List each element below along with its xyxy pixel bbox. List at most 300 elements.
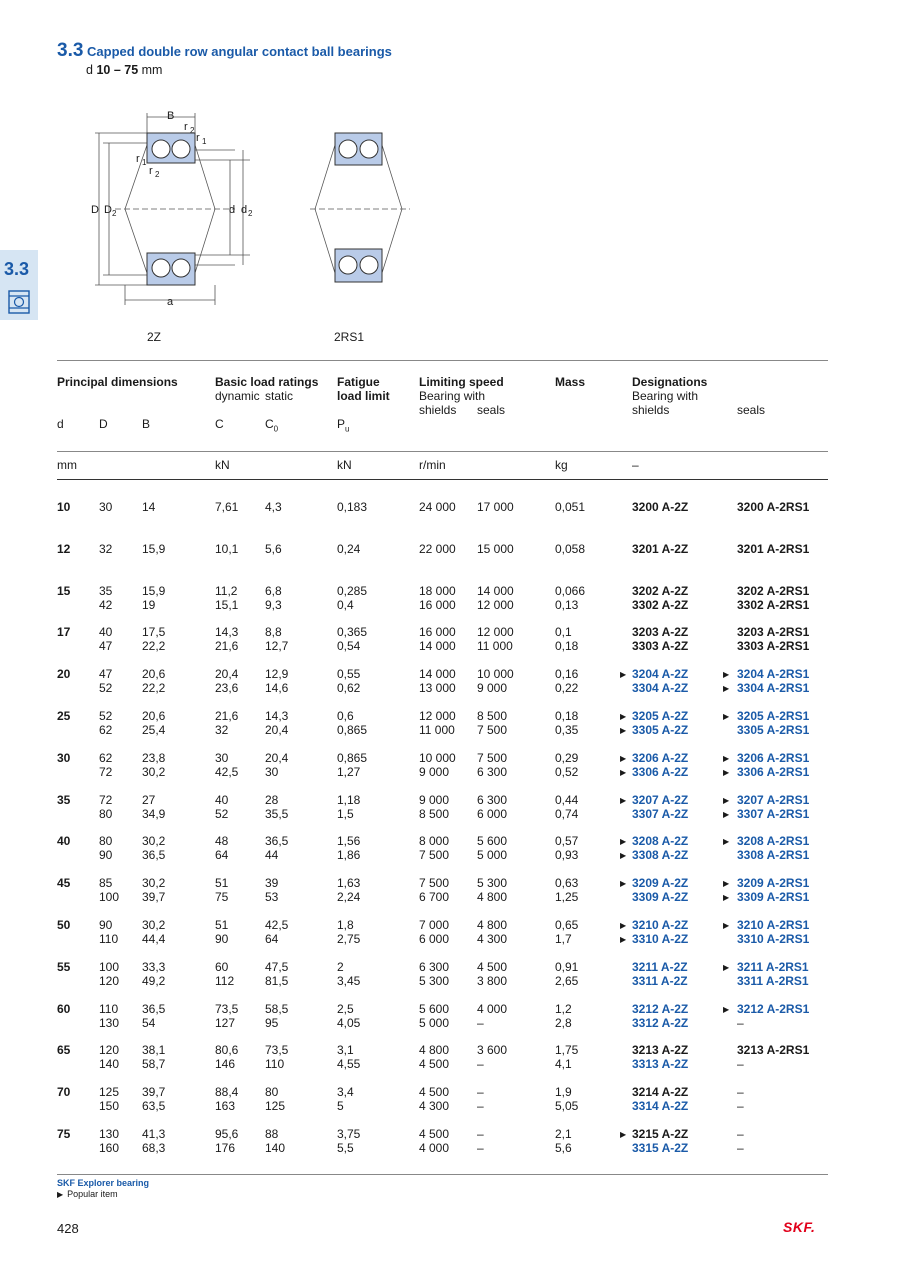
designation-shields[interactable]: 3212 A-2Z [632,1001,689,1016]
dim-label-B: B [167,110,175,122]
bore-diameter: 12 [57,541,71,556]
sym-D: D [99,417,108,431]
designation-shields[interactable]: 3209 A-2Z [632,876,689,891]
designation-shields[interactable]: 3305 A-2Z [632,723,689,737]
designation-shields[interactable]: 3309 A-2Z [632,890,689,905]
cell-d: 47 [99,639,113,654]
designation-seals[interactable]: 3205 A-2RS1 [737,709,810,723]
caption-2z: 2Z [147,330,162,344]
cell-mass: 5,6 [555,1141,572,1155]
cell-b: 41,3 [142,1127,166,1141]
cell-c0: 73,5 [265,1043,289,1058]
cell-c0: 6,8 [265,583,282,598]
designation-seals: – [737,1057,744,1072]
bore-diameter: 20 [57,667,71,682]
dim-label-D2: D [104,204,112,216]
subtitle-range: 10 – 75 [96,63,139,77]
designation-seals[interactable]: 3209 A-2RS1 [737,876,810,891]
cell-mass: 5,05 [555,1099,579,1114]
cell-pu: 1,86 [337,848,361,863]
unit-kn-load: kN [215,458,230,472]
cell-pu: 4,55 [337,1057,361,1072]
designation-shields: 3303 A-2Z [632,639,689,654]
bearing-section-icon [8,290,30,314]
cell-n-shields: 7 500 [419,876,450,891]
cell-c: 64 [215,848,229,863]
popular-triangle-icon: ▶ [723,795,730,805]
cell-mass: 1,75 [555,1043,579,1058]
dim-label-r1-inner-sub: 1 [142,158,147,167]
designation-shields: 3200 A-2Z [632,500,689,514]
cell-c: 15,1 [215,597,239,612]
designation-shields[interactable]: 3310 A-2Z [632,932,689,946]
cell-pu: 1,56 [337,834,361,849]
cell-c0: 125 [265,1099,286,1114]
cell-c0: 95 [265,1015,279,1030]
popular-triangle-icon: ▶ [620,767,627,777]
cell-mass: 0,1 [555,625,572,640]
cell-pu: 3,45 [337,973,361,988]
cell-b: 14 [142,500,156,514]
designation-seals[interactable]: 3311 A-2RS1 [737,973,809,988]
designation-shields[interactable]: 3308 A-2Z [632,848,689,863]
section-title-text: Capped double row angular contact ball bearings [87,44,392,59]
hdr-mass: Mass [555,375,586,389]
skf-logo: SKF. [783,1219,816,1235]
designation-shields: 3201 A-2Z [632,541,689,556]
dim-label-a: a [167,296,174,308]
cell-c0: 35,5 [265,806,289,821]
cell-pu: 0,6 [337,709,354,723]
cell-n-shields: 16 000 [419,625,456,640]
popular-triangle-icon: ▶ [620,935,627,944]
cell-d: 80 [99,834,113,849]
cell-c0: 8,8 [265,625,282,640]
dim-label-r2-inner: r [149,165,153,177]
cell-n-seals: – [477,1099,484,1114]
designation-seals[interactable]: 3304 A-2RS1 [737,681,810,696]
designation-shields[interactable]: 3314 A-2Z [632,1099,689,1114]
cell-b: 44,4 [142,932,166,946]
cell-d: 160 [99,1141,120,1155]
rule-units-top [57,451,828,452]
designation-seals: – [737,1141,744,1155]
designation-shields[interactable]: 3311 A-2Z [632,973,688,988]
cell-pu: 1,27 [337,764,361,779]
cell-n-shields: 9 000 [419,792,450,807]
designation-seals: 3303 A-2RS1 [737,639,810,654]
hdr-designations: Designations [632,375,708,389]
dim-label-r2-inner-sub: 2 [155,170,160,179]
cell-n-shields: 6 000 [419,932,450,946]
cell-b: 15,9 [142,583,166,598]
cell-b: 25,4 [142,723,166,737]
cell-pu: 3,75 [337,1127,361,1141]
cell-d: 35 [99,583,113,598]
unit-kn-fatigue: kN [337,458,352,472]
hdr-dynamic: dynamic [215,389,260,403]
popular-triangle-icon: ▶ [620,795,627,805]
cell-pu: 1,8 [337,918,354,932]
designation-seals: 3203 A-2RS1 [737,625,810,640]
cell-b: 30,2 [142,918,166,932]
cell-n-seals: – [477,1057,484,1072]
popular-triangle-icon: ▶ [620,921,627,930]
cell-b: 19 [142,597,156,612]
cell-d: 100 [99,959,120,974]
cell-c0: 39 [265,876,279,891]
cell-b: 20,6 [142,709,166,723]
cell-mass: 0,57 [555,834,579,849]
cell-n-shields: 8 500 [419,806,450,821]
designation-seals[interactable]: 3309 A-2RS1 [737,890,810,905]
cell-c: 88,4 [215,1085,239,1100]
cell-n-seals: 3 800 [477,973,508,988]
cell-mass: 0,29 [555,750,579,765]
cell-c0: 110 [265,1057,285,1072]
cell-n-seals: 5 300 [477,876,508,891]
caption-2rs1: 2RS1 [334,330,365,344]
cell-b: 17,5 [142,625,166,640]
cell-n-seals: 6 300 [477,792,508,807]
cell-c: 21,6 [215,709,239,723]
cell-b: 54 [142,1015,156,1030]
cell-n-shields: 24 000 [419,500,456,514]
designation-shields[interactable]: 3204 A-2Z [632,667,689,682]
cell-b: 33,3 [142,959,166,974]
cell-n-seals: 15 000 [477,541,514,556]
cell-pu: 4,05 [337,1015,361,1030]
cell-c0: 64 [265,932,279,946]
cell-n-seals: 17 000 [477,500,514,514]
designation-shields[interactable]: 3208 A-2Z [632,834,689,849]
hdr-limiting-speed: Limiting speed [419,375,504,389]
cell-d: 100 [99,890,120,905]
cell-c: 10,1 [215,541,239,556]
cell-c: 146 [215,1057,236,1072]
designation-seals[interactable]: 3305 A-2RS1 [737,723,810,737]
cell-n-seals: 7 500 [477,723,508,737]
cell-pu: 0,4 [337,597,354,612]
cell-n-shields: 4 800 [419,1043,450,1058]
cell-pu: 0,183 [337,500,368,514]
cell-pu: 3,4 [337,1085,354,1100]
popular-triangle-icon: ▶ [723,753,730,763]
dim-label-d2: d [241,204,248,216]
cell-b: 63,5 [142,1099,166,1114]
designation-seals: 3213 A-2RS1 [737,1043,810,1058]
cell-c: 73,5 [215,1001,239,1016]
cell-pu: 2,24 [337,890,361,905]
popular-triangle-icon: ▶ [620,851,627,861]
cell-c0: 20,4 [265,750,289,765]
cell-pu: 1,5 [337,806,354,821]
cell-n-shields: 6 700 [419,890,450,905]
cell-pu: 2 [337,959,344,974]
cell-d: 72 [99,792,113,807]
cell-d: 150 [99,1099,120,1114]
dim-label-D2-sub: 2 [112,209,117,218]
cell-mass: 0,13 [555,597,579,612]
cell-n-shields: 14 000 [419,639,456,654]
cell-n-shields: 5 600 [419,1001,450,1016]
cell-mass: 0,058 [555,541,586,556]
cell-b: 27 [142,792,156,807]
sym-C0: $C_0$ [265,417,279,434]
footnote-explorer: SKF Explorer bearing [57,1178,150,1188]
rule-bottom [57,1174,828,1175]
designation-seals: – [737,1099,744,1114]
designation-seals[interactable]: 3308 A-2RS1 [737,848,810,863]
cell-mass: 1,2 [555,1001,572,1016]
cell-n-seals: 6 300 [477,764,508,779]
sym-B: B [142,417,151,431]
cell-pu: 3,1 [337,1043,354,1058]
cell-pu: 2,5 [337,1001,354,1016]
section-number: 3.3 [57,40,84,61]
hdr-des-seals: seals [737,403,766,417]
popular-triangle-icon: ▶ [723,879,730,889]
designation-seals[interactable]: 3211 A-2RS1 [737,959,809,974]
cell-d: 90 [99,848,113,863]
cell-c: 127 [215,1015,236,1030]
designation-seals[interactable]: 3310 A-2RS1 [737,932,810,946]
popular-triangle-icon: ▶ [723,893,730,903]
cell-b: 15,9 [142,541,166,556]
dim-label-d: d [229,204,236,216]
cell-n-shields: 13 000 [419,681,456,696]
cell-c0: 14,3 [265,709,289,723]
designation-seals: – [737,1127,744,1141]
cell-c: 51 [215,876,229,891]
cell-n-seals: 12 000 [477,597,514,612]
cell-c: 176 [215,1141,236,1155]
cell-pu: 0,865 [337,750,368,765]
designation-seals[interactable]: 3207 A-2RS1 [737,792,810,807]
designation-seals[interactable]: 3307 A-2RS1 [737,806,810,821]
popular-triangle-icon: ▶ [723,837,730,847]
cell-mass: 0,35 [555,723,579,737]
cell-d: 30 [99,500,113,514]
cell-b: 36,5 [142,1001,166,1016]
designation-seals[interactable]: 3210 A-2RS1 [737,918,810,932]
cell-n-seals: 6 000 [477,806,508,821]
cell-n-shields: 11 000 [419,723,455,737]
cell-d: 32 [99,541,113,556]
bore-diameter: 35 [57,792,71,807]
cell-c: 80,6 [215,1043,239,1058]
designation-shields: 3214 A-2Z [632,1085,689,1100]
cell-mass: 2,65 [555,973,579,988]
cell-mass: 0,16 [555,667,579,682]
hdr-load-limit: load limit [337,389,390,403]
cell-c: 7,61 [215,500,239,514]
cell-d: 85 [99,876,113,891]
popular-triangle-icon: ▶ [723,809,730,819]
designation-shields: 3202 A-2Z [632,583,689,598]
cell-n-shields: 7 500 [419,848,450,863]
designation-shields[interactable]: 3307 A-2Z [632,806,689,821]
designation-shields: 3213 A-2Z [632,1043,689,1058]
cell-mass: 0,066 [555,583,586,598]
dim-label-r1-sub: 1 [202,137,207,146]
cell-c: 163 [215,1099,236,1114]
cell-c0: 88 [265,1127,279,1141]
cell-b: 39,7 [142,1085,166,1100]
cell-n-shields: 7 000 [419,918,450,932]
popular-triangle-icon: ▶ [57,1190,64,1199]
designation-shields[interactable]: 3210 A-2Z [632,918,689,932]
cell-c: 75 [215,890,229,905]
popular-triangle-icon: ▶ [723,684,730,694]
designation-seals[interactable]: 3206 A-2RS1 [737,750,810,765]
cell-n-seals: – [477,1015,484,1030]
designation-shields[interactable]: 3205 A-2Z [632,709,689,723]
cell-d: 80 [99,806,113,821]
cell-d: 120 [99,1043,120,1058]
designation-shields[interactable]: 3313 A-2Z [632,1057,689,1072]
cell-d: 120 [99,973,120,988]
cell-c0: 9,3 [265,597,282,612]
cell-c0: 140 [265,1141,286,1155]
section-title [57,40,392,62]
designation-shields[interactable]: 3211 A-2Z [632,959,688,974]
designation-shields: 3215 A-2Z [632,1127,689,1141]
designation-shields: 3302 A-2Z [632,597,689,612]
side-tab-number: 3.3 [4,259,30,279]
cell-n-shields: 8 000 [419,834,450,849]
cell-b: 34,9 [142,806,166,821]
cell-c: 51 [215,918,229,932]
bore-diameter: 65 [57,1043,71,1058]
designation-shields[interactable]: 3306 A-2Z [632,764,689,779]
cell-pu: 0,24 [337,541,361,556]
cell-n-seals: – [477,1127,484,1141]
cell-d: 130 [99,1127,120,1141]
cell-d: 47 [99,667,113,682]
designation-shields[interactable]: 3304 A-2Z [632,681,689,696]
cell-d: 90 [99,918,113,932]
cell-c: 32 [215,723,229,737]
cell-n-seals: 14 000 [477,583,514,598]
hdr-des-shields: shields [632,403,670,417]
cell-n-seals: 5 000 [477,848,508,863]
popular-triangle-icon: ▶ [620,879,627,889]
cell-d: 110 [99,1001,119,1016]
cell-d: 42 [99,597,113,612]
cell-n-shields: 22 000 [419,541,456,556]
unit-kg: kg [555,458,568,472]
cell-b: 30,2 [142,876,166,891]
cell-mass: 2,8 [555,1015,572,1030]
cell-n-shields: 4 500 [419,1057,450,1072]
designation-shields[interactable]: 3315 A-2Z [632,1141,689,1155]
bore-diameter: 10 [57,500,71,514]
cell-n-shields: 5 300 [419,973,450,988]
designation-seals[interactable]: 3306 A-2RS1 [737,764,810,779]
cell-mass: 0,74 [555,806,579,821]
cell-n-shields: 4 000 [419,1141,450,1155]
subtitle-prefix: d [86,63,93,77]
footnote-popular: ▶ Popular item [57,1189,118,1199]
cell-c0: 44 [265,848,279,863]
cell-b: 58,7 [142,1057,166,1072]
cell-b: 38,1 [142,1043,166,1058]
dim-label-r2-sub: 2 [190,126,195,135]
cell-n-seals: 12 000 [477,625,514,640]
cell-b: 30,2 [142,834,166,849]
cell-n-shields: 10 000 [419,750,456,765]
popular-triangle-icon: ▶ [620,1130,627,1139]
cell-pu: 5,5 [337,1141,354,1155]
designation-shields[interactable]: 3206 A-2Z [632,750,689,765]
unit-dash: – [632,458,639,472]
hdr-shields: shields [419,403,457,417]
cell-mass: 0,65 [555,918,579,932]
cell-mass: 0,52 [555,764,579,779]
designation-shields[interactable]: 3312 A-2Z [632,1015,689,1030]
cell-n-seals: 8 500 [477,709,508,723]
cell-mass: 1,9 [555,1085,572,1100]
cell-pu: 1,63 [337,876,361,891]
cell-b: 49,2 [142,973,166,988]
popular-triangle-icon: ▶ [723,962,730,972]
cell-b: 23,8 [142,750,166,765]
designation-seals: 3302 A-2RS1 [737,597,810,612]
designation-shields[interactable]: 3207 A-2Z [632,792,689,807]
popular-triangle-icon: ▶ [620,726,627,735]
cell-n-shields: 4 500 [419,1127,450,1141]
hdr-fatigue: Fatigue [337,375,380,389]
popular-triangle-icon: ▶ [723,1004,730,1014]
bore-diameter: 50 [57,918,71,932]
cell-c0: 5,6 [265,541,282,556]
cell-n-seals: 4 800 [477,890,508,905]
cell-c: 112 [215,973,235,988]
page-number: 428 [57,1221,79,1236]
designation-seals[interactable]: 3208 A-2RS1 [737,834,810,849]
cell-n-seals: – [477,1141,484,1155]
designation-seals[interactable]: 3204 A-2RS1 [737,667,810,682]
cell-mass: 0,91 [555,959,579,974]
popular-triangle-icon: ▶ [620,670,627,680]
cell-mass: 0,63 [555,876,579,891]
cell-c0: 30 [265,764,279,779]
dim-label-d2-sub: 2 [248,209,253,218]
cell-c0: 12,7 [265,639,289,654]
cell-mass: 2,1 [555,1127,572,1141]
designation-seals[interactable]: 3212 A-2RS1 [737,1001,810,1016]
bore-diameter: 60 [57,1001,71,1016]
cell-n-shields: 16 000 [419,597,456,612]
bearing-2z-diagram [85,105,275,315]
cell-d: 130 [99,1015,120,1030]
cell-b: 36,5 [142,848,166,863]
cell-b: 30,2 [142,764,166,779]
cell-c: 40 [215,792,229,807]
dim-label-r1: r [196,132,200,144]
cell-n-seals: 4 800 [477,918,508,932]
sym-Pu: $P_u$ [337,417,350,434]
cell-c: 42,5 [215,764,239,779]
designation-seals: – [737,1015,744,1030]
unit-rmin: r/min [419,458,446,472]
cell-n-seals: 4 300 [477,932,508,946]
cell-d: 40 [99,625,113,640]
cell-c0: 20,4 [265,723,289,737]
cell-c0: 81,5 [265,973,289,988]
cell-pu: 2,75 [337,932,361,946]
